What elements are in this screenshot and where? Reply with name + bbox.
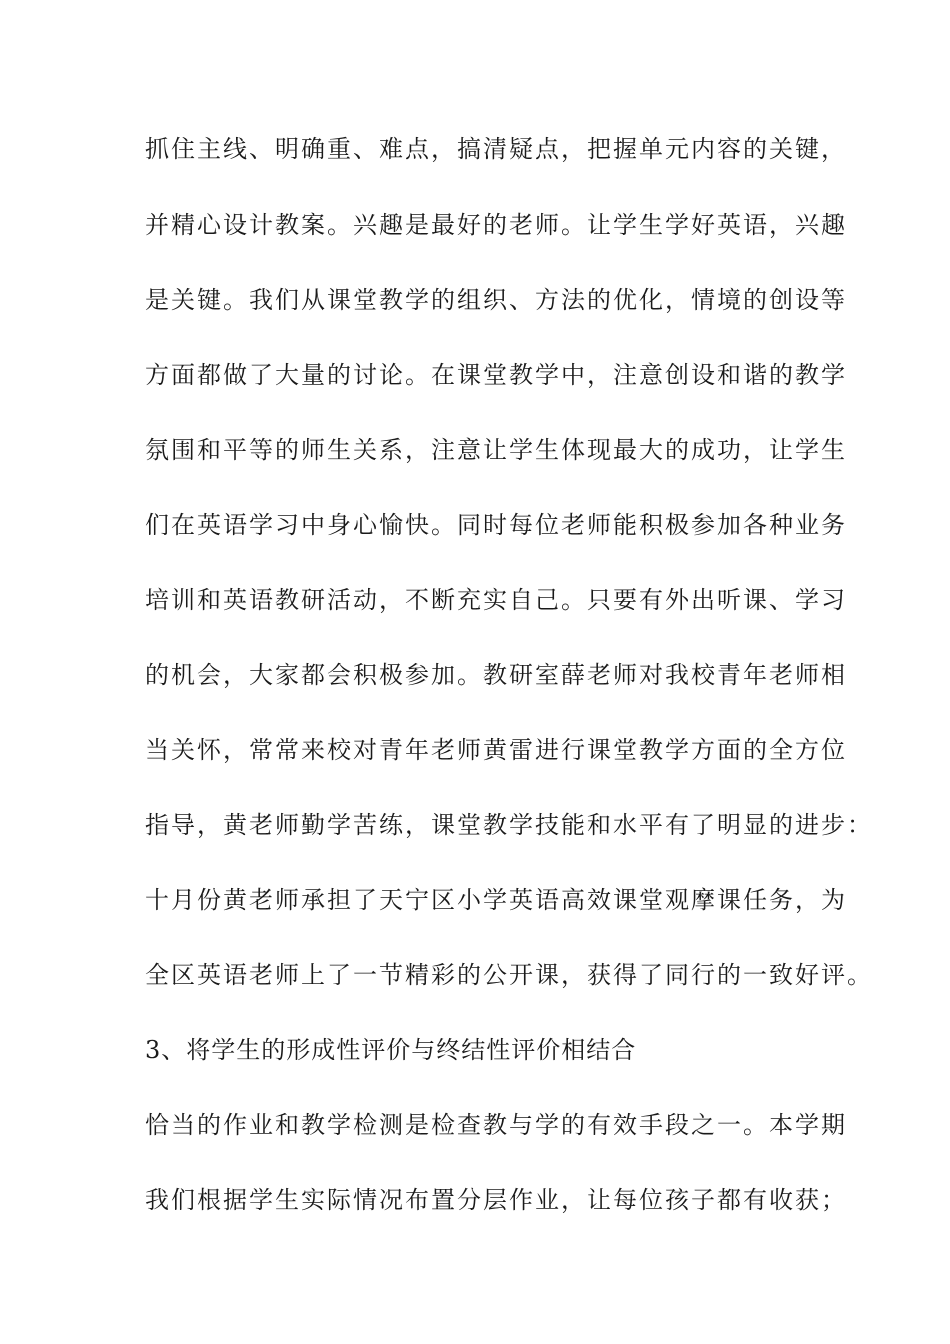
paragraph-line: 指导，黄老师勤学苦练，课堂教学技能和水平有了明显的进步：: [145, 811, 873, 839]
paragraph-line: 抓住主线、明确重、难点，搞清疑点，把握单元内容的关键，: [145, 135, 847, 163]
paragraph-line: 的机会，大家都会积极参加。教研室薛老师对我校青年老师相: [145, 661, 847, 689]
paragraph-line: 并精心设计教案。兴趣是最好的老师。让学生学好英语，兴趣: [145, 211, 847, 239]
section-heading: 3、将学生的形成性评价与终结性评价相结合: [145, 1036, 637, 1064]
paragraph-line: 当关怀，常常来校对青年老师黄雷进行课堂教学方面的全方位: [145, 736, 847, 764]
paragraph-line: 氛围和平等的师生关系，注意让学生体现最大的成功，让学生: [145, 436, 847, 464]
paragraph-line: 培训和英语教研活动，不断充实自己。只要有外出听课、学习: [145, 586, 847, 614]
paragraph-line: 全区英语老师上了一节精彩的公开课，获得了同行的一致好评。: [145, 961, 873, 989]
paragraph-line: 恰当的作业和教学检测是检查教与学的有效手段之一。本学期: [145, 1111, 847, 1139]
paragraph-line: 是关键。我们从课堂教学的组织、方法的优化，情境的创设等: [145, 286, 847, 314]
paragraph-line: 们在英语学习中身心愉快。同时每位老师能积极参加各种业务: [145, 511, 847, 539]
paragraph-line: 方面都做了大量的讨论。在课堂教学中，注意创设和谐的教学: [145, 361, 847, 389]
paragraph-line: 十月份黄老师承担了天宁区小学英语高效课堂观摩课任务，为: [145, 886, 847, 914]
paragraph-line: 我们根据学生实际情况布置分层作业，让每位孩子都有收获；: [145, 1186, 847, 1214]
